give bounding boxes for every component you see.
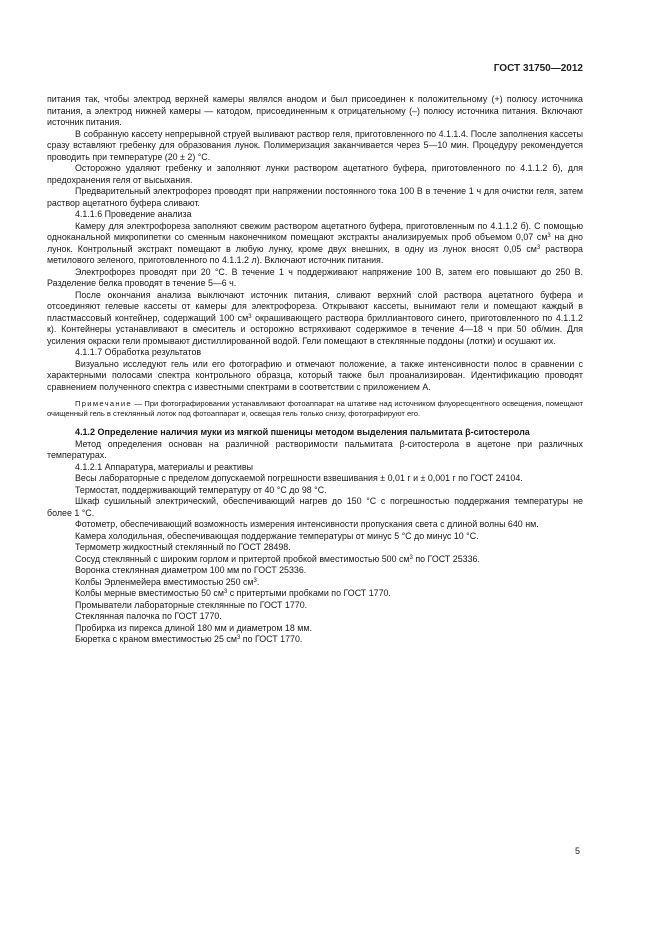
text-run: окрашивающего раствора бриллиантового синего, приготовленного по 4.1.1.2 к). Контейнеры устанавливают в смеситель и осторожно встряхивают содержимое в течение 4—18 ч при 50 об/мин. Для усиления окраски гели промывают дистиллированной водой. Гели помещают в стеклянные поддоны (лотки) и осушают их. (47, 312, 583, 346)
list-item: Воронка стеклянная диаметром 100 мм по ГОСТ 25336. (75, 565, 307, 576)
subsection-title: 4.1.1.6 Проведение анализа (75, 209, 192, 219)
paragraph: Электрофорез проводят при 20 °С. В течение 1 ч поддерживают напряжение 100 В, затем его повышают до 250 В. Разделение белка проводят в течение 5—6 ч. (47, 266, 583, 288)
list-item (47, 554, 583, 566)
section-heading: 4.1.2 Определение наличия муки из мягкой пшеницы методом выделения пальмитата β-ситостерола (75, 427, 530, 438)
paragraph (47, 221, 583, 267)
text-run: . (256, 576, 260, 587)
text-run: с притертыми пробками по ГОСТ 1770. (227, 588, 391, 599)
superscript: 3 (253, 577, 257, 584)
superscript: 3 (223, 589, 228, 596)
text-run: Сосуд стеклянный с широким горлом и притертой пробкой вместимостью 500 см (75, 553, 410, 564)
subsection-title: 4.1.2.1 Аппаратура, материалы и реактивы (75, 461, 253, 472)
list-item: Фотометр, обеспечивающий возможность измерения интенсивности пропускания света с длиной волны 640 нм. (75, 519, 539, 530)
superscript: 3 (547, 233, 551, 239)
text-run: на дно лунок. Контрольный экстракт помещают в любую лунку, кроме двух внешних, в одну из лунок вносят 0,05 см (47, 232, 583, 254)
note-text: — При фотографировании устанавливают фотоаппарат на штативе над источником флуоресцентного освещения, помещают очищенный гель в стеклянный лоток под фотоаппарат и, освещая гель только снизу, фотографируют его. (47, 399, 583, 419)
list-item: Стеклянная палочка по ГОСТ 1770. (75, 611, 222, 622)
list-item: Промыватели лабораторные стеклянные по ГОСТ 1770. (75, 599, 308, 610)
text-run: Камеру для электрофореза заполняют свежим раствором ацетатного буфера, приготовленным по 4.1.1.2 б). С помощью одноканальной микропипетки со сменным наконечником помещают экстракты анализируемых проб объемом 0,07 см (47, 220, 583, 242)
note-label: Примечание (75, 399, 132, 408)
text-run: Колбы мерные вместимостью 50 см (75, 588, 224, 599)
text-run: Бюретка с краном вместимостью 25 см (75, 634, 237, 645)
list-item (47, 577, 583, 589)
paragraph: В собранную кассету непрерывной струей выливают раствор геля, приготовленного по 4.1.1.4. После заполнения кассеты сразу вставляют гребенку для образования лунок. Полимеризация заканчивается через 5—10 мин. Процедуру рекомендуется проводить при температуре (20 ± 2) °С. (47, 128, 583, 162)
superscript: 3 (409, 554, 413, 561)
paragraph: Осторожно удаляют гребенку и заполняют лунки раствором ацетатного буфера, приготовленного по 4.1.1.2 б), для предохранения геля от высыхания. (47, 163, 583, 185)
text-run: по ГОСТ 25336. (412, 553, 480, 564)
list-item: Термометр жидкостный стеклянный по ГОСТ 28498. (75, 542, 291, 553)
page-number: 5 (575, 846, 581, 856)
superscript: 3 (236, 635, 241, 642)
list-item: Термостат, поддерживающий температуру от 40 °С до 98 °С. (75, 484, 327, 495)
superscript: 3 (248, 313, 252, 320)
text-run: Колбы Эрленмейера вместимостью 250 см (75, 576, 254, 587)
paragraph (47, 290, 583, 348)
page-body (47, 94, 583, 646)
list-item: Весы лабораторные с пределом допускаемой погрешности взвешивания ± 0,01 г и ± 0,001 г по ГОСТ 24104. (75, 473, 523, 484)
list-item (47, 588, 583, 600)
text-run: После окончания анализа выключают источник питания, сливают верхний слой раствора ацетатного буфера и отсоединяют гелевые кассеты от камеры для электрофореза. Открывают кассеты, вынимают гели и помещают каждый в пластмассовый контейнер, содержащий 100 см (47, 289, 583, 323)
list-item: Камера холодильная, обеспечивающая поддержание температуры от минус 5 °С до минус 10 °С. (75, 530, 479, 541)
list-item (47, 634, 583, 646)
text-run: по ГОСТ 1770. (240, 634, 303, 645)
paragraph: Предварительный электрофорез проводят при напряжении постоянного тока 100 В в течение 1 ч для очистки геля, затем раствор ацетатного буфера сливают. (47, 186, 583, 208)
text-run: раствора метилового зеленого, приготовленного по 4.1.1.2 л). Включают источник питания. (47, 243, 583, 265)
subsection-title: 4.1.1.7 Обработка результатов (75, 347, 202, 357)
list-item: Пробирка из пирекса длиной 180 мм и диаметром 18 мм. (75, 622, 312, 633)
list-item: Шкаф сушильный электрический, обеспечивающий нагрев до 150 °С с погрешностью поддержания температуры не более 1 °С. (47, 496, 583, 518)
paragraph: Метод определения основан на различной растворимости пальмитата β-ситостерола в ацетоне при различных температурах. (47, 438, 583, 461)
paragraph: Визуально исследуют гель или его фотографию и отмечают положение, а также интенсивности полос в сравнении с характерными полосами спектра контрольного образца, который также был проанализирован. Идентификацию проводят сравнением полученного спектра с известными спектрами в соответствии с приложением А. (47, 358, 583, 392)
note (47, 399, 583, 419)
paragraph: питания так, чтобы электрод верхней камеры являлся анодом и был присоединен к положительному (+) полюсу источника питания, а электрод нижней камеры — катодом, присоединенным к отрицательному (–) полюсу источника питания. Включают источник питания. (47, 94, 583, 127)
superscript: 3 (536, 244, 541, 251)
document-code-header: ГОСТ 31750—2012 (493, 63, 583, 74)
